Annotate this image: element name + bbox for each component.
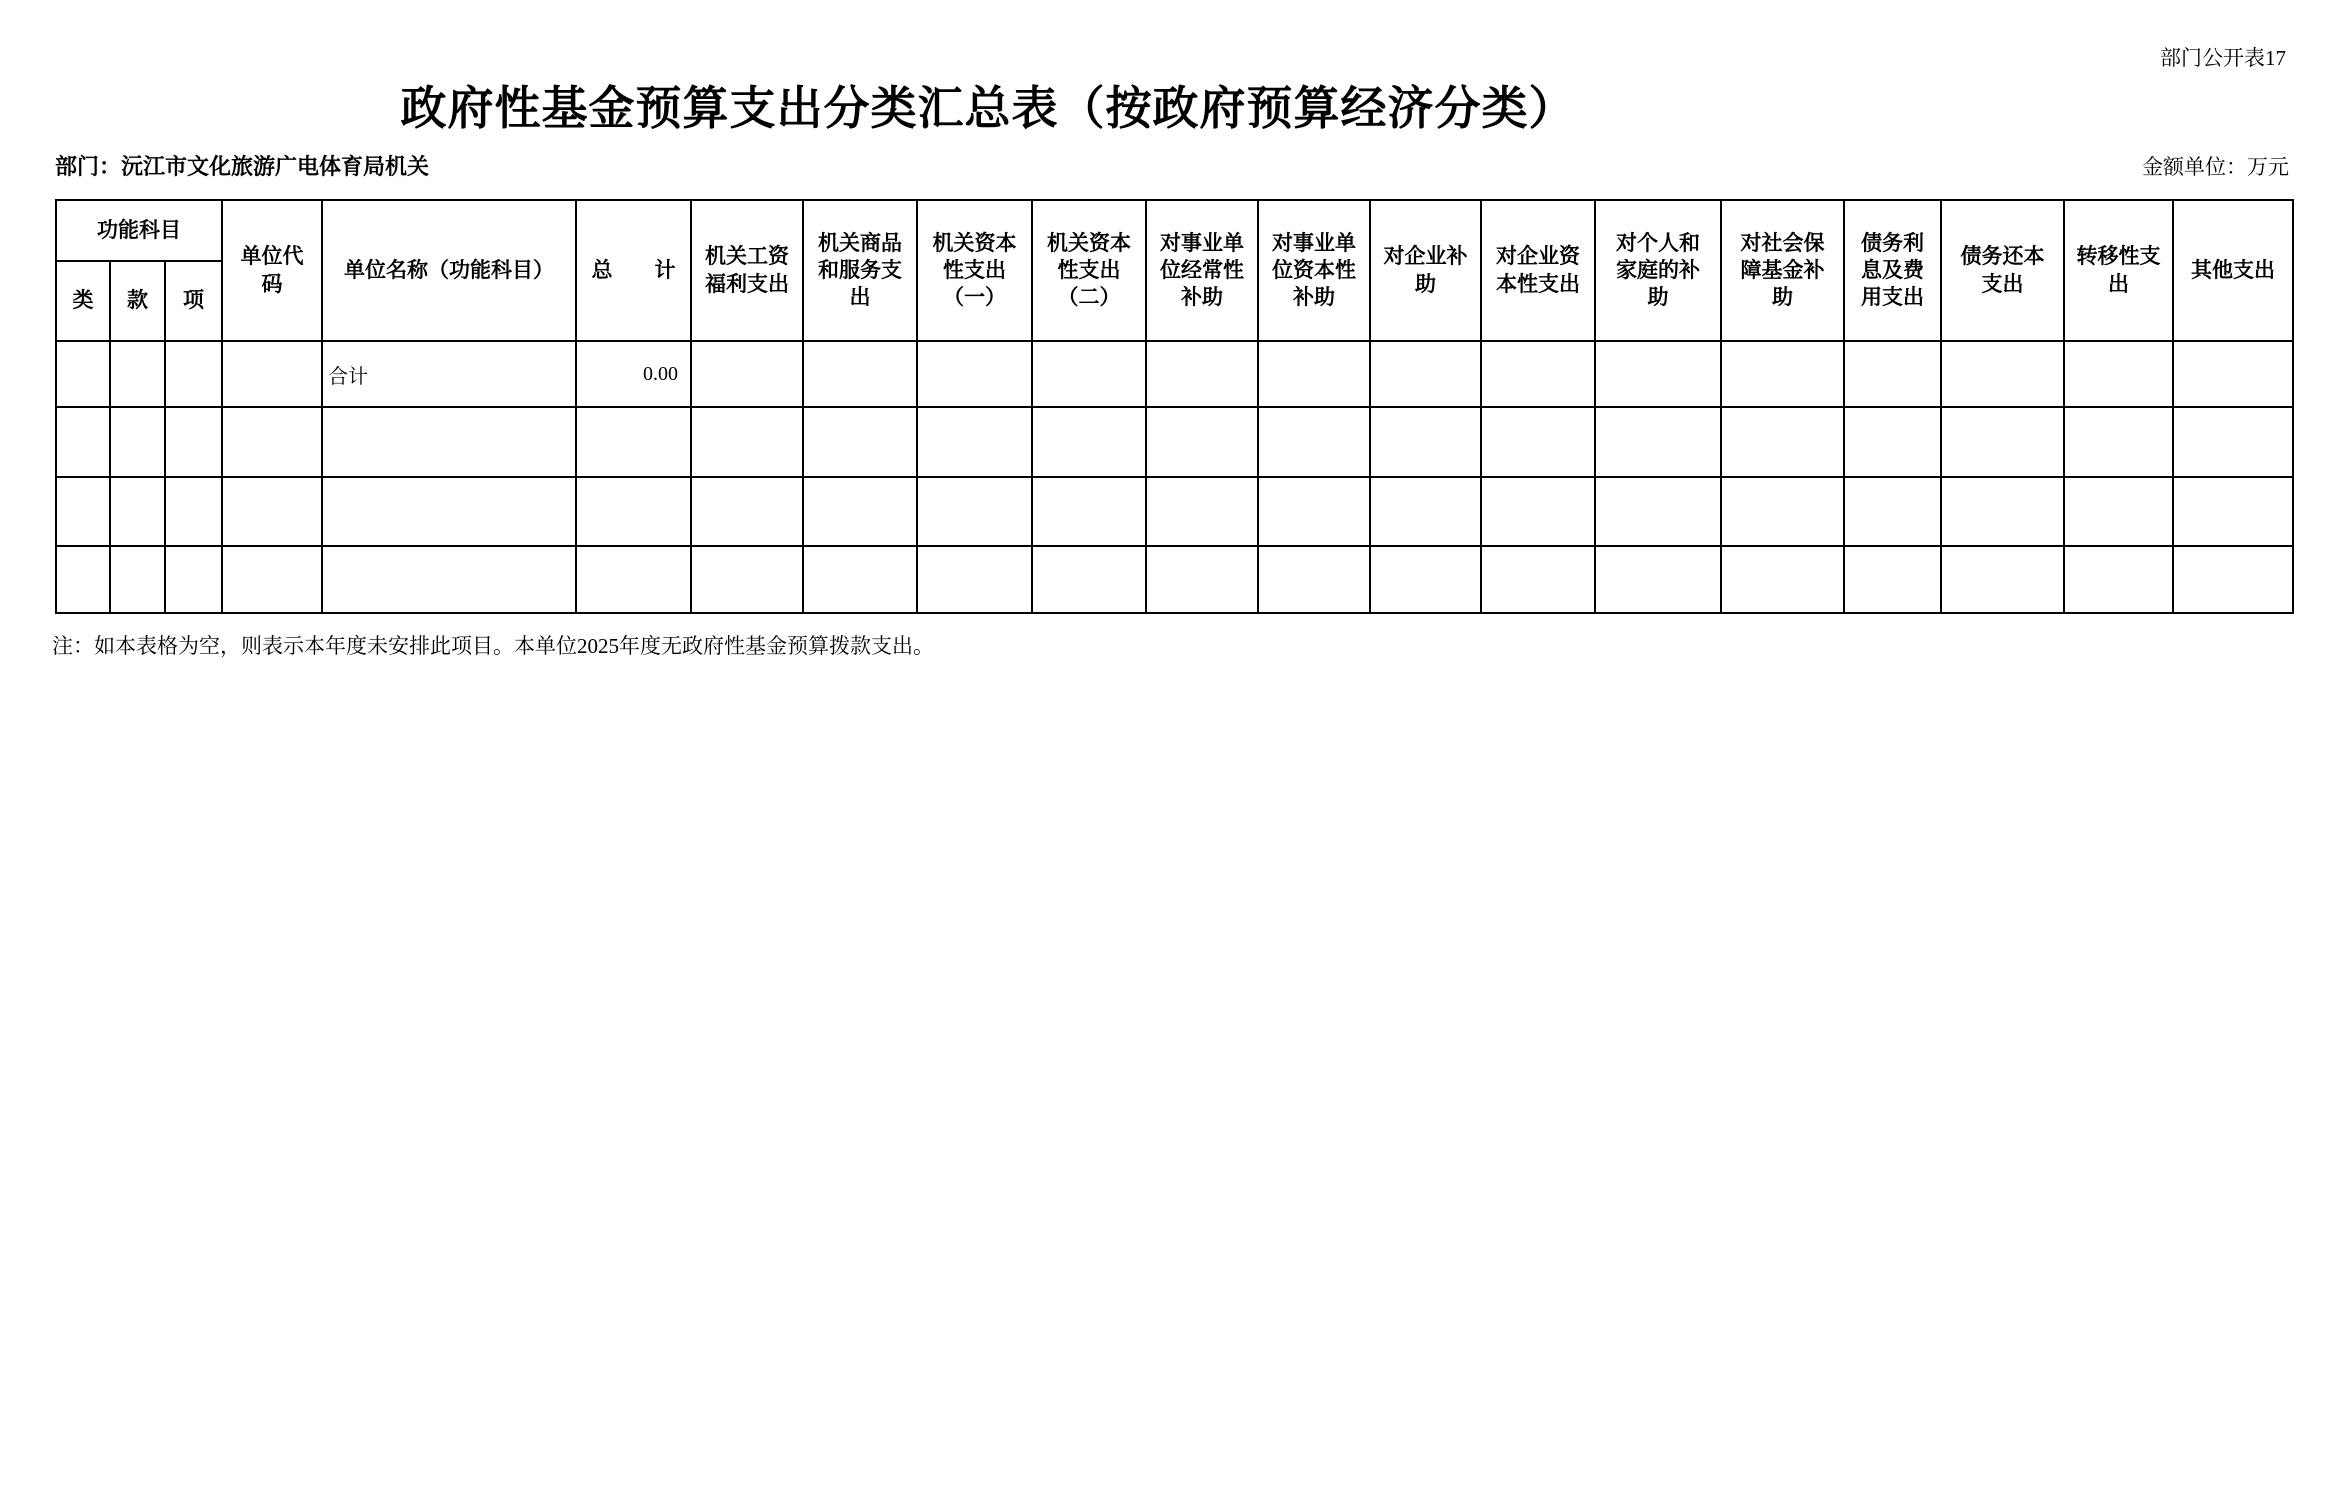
department-label: 部门：沅江市文化旅游广电体育局机关 (55, 154, 430, 179)
cell-r3-c4 (322, 546, 576, 613)
table-header (56, 200, 2293, 341)
cell-r1-c0 (56, 407, 110, 477)
meta-row (55, 150, 2289, 181)
cell-r3-c13 (1481, 546, 1595, 613)
cell-r3-c7 (803, 546, 917, 613)
header-unit-code: 单位代码 (222, 200, 322, 341)
cell-r0-c12 (1370, 341, 1481, 407)
amount-unit-label: 金额单位：万元 (2142, 155, 2289, 179)
cell-r2-c10 (1146, 477, 1258, 546)
cell-r0-c8 (917, 341, 1032, 407)
header-function-subject: 功能科目 (56, 200, 222, 261)
cell-r2-c6 (691, 477, 803, 546)
cell-r1-c9 (1032, 407, 1146, 477)
budget-table (55, 199, 2294, 614)
header-econ-col-0: 机关工资福利支出 (691, 200, 803, 341)
cell-r2-c12 (1370, 477, 1481, 546)
cell-r1-c12 (1370, 407, 1481, 477)
cell-r2-c3 (222, 477, 322, 546)
cell-r1-c13 (1481, 407, 1595, 477)
header-econ-col-10: 债务利息及费用支出 (1844, 200, 1941, 341)
cell-r2-c7 (803, 477, 917, 546)
header-econ-col-3: 机关资本性支出（二） (1032, 200, 1146, 341)
cell-r2-c13 (1481, 477, 1595, 546)
cell-r0-c18 (2064, 341, 2173, 407)
cell-r2-c0 (56, 477, 110, 546)
header-econ-col-12: 转移性支出 (2064, 200, 2173, 341)
cell-r1-c7 (803, 407, 917, 477)
cell-r3-c2 (165, 546, 222, 613)
cell-r3-c1 (110, 546, 165, 613)
cell-r1-c8 (917, 407, 1032, 477)
cell-r2-c14 (1595, 477, 1721, 546)
cell-r0-c14 (1595, 341, 1721, 407)
cell-r2-c15 (1721, 477, 1844, 546)
table-row (56, 546, 2293, 613)
cell-r0-c6 (691, 341, 803, 407)
page-title: 政府性基金预算支出分类汇总表（按政府预算经济分类） (400, 83, 1576, 134)
cell-r0-c1 (110, 341, 165, 407)
cell-r1-c2 (165, 407, 222, 477)
cell-r1-c3 (222, 407, 322, 477)
cell-r3-c3 (222, 546, 322, 613)
cell-r3-c6 (691, 546, 803, 613)
header-econ-col-11: 债务还本支出 (1941, 200, 2064, 341)
cell-r0-c15 (1721, 341, 1844, 407)
cell-r1-c15 (1721, 407, 1844, 477)
cell-r1-c17 (1941, 407, 2064, 477)
cell-r2-c5 (576, 477, 691, 546)
cell-r2-c17 (1941, 477, 2064, 546)
header-econ-col-8: 对个人和家庭的补助 (1595, 200, 1721, 341)
cell-r0-c13 (1481, 341, 1595, 407)
cell-r1-c11 (1258, 407, 1370, 477)
cell-r0-c10 (1146, 341, 1258, 407)
header-unit-name: 单位名称（功能科目） (322, 200, 576, 341)
cell-r1-c18 (2064, 407, 2173, 477)
cell-r2-c1 (110, 477, 165, 546)
cell-r0-c5: 0.00 (576, 341, 691, 407)
footnote: 注：如本表格为空，则表示本年度未安排此项目。本单位2025年度无政府性基金预算拨款支出。 (52, 634, 934, 658)
header-econ-col-9: 对社会保障基金补助 (1721, 200, 1844, 341)
cell-r3-c5 (576, 546, 691, 613)
cell-r3-c11 (1258, 546, 1370, 613)
cell-r3-c17 (1941, 546, 2064, 613)
cell-r2-c8 (917, 477, 1032, 546)
cell-r1-c16 (1844, 407, 1941, 477)
cell-r3-c19 (2173, 546, 2293, 613)
cell-r2-c19 (2173, 477, 2293, 546)
table-row (56, 407, 2293, 477)
cell-r3-c12 (1370, 546, 1481, 613)
cell-r1-c5 (576, 407, 691, 477)
cell-r2-c18 (2064, 477, 2173, 546)
header-econ-col-2: 机关资本性支出（一） (917, 200, 1032, 341)
cell-r2-c2 (165, 477, 222, 546)
cell-r3-c15 (1721, 546, 1844, 613)
cell-r0-c17 (1941, 341, 2064, 407)
cell-r3-c16 (1844, 546, 1941, 613)
cell-r3-c8 (917, 546, 1032, 613)
cell-r0-c11 (1258, 341, 1370, 407)
cell-r0-c19 (2173, 341, 2293, 407)
cell-r3-c18 (2064, 546, 2173, 613)
header-econ-col-7: 对企业资本性支出 (1481, 200, 1595, 341)
cell-r2-c16 (1844, 477, 1941, 546)
header-econ-col-5: 对事业单位资本性补助 (1258, 200, 1370, 341)
cell-r2-c4 (322, 477, 576, 546)
header-econ-col-13: 其他支出 (2173, 200, 2293, 341)
header-total: 总 计 (576, 200, 691, 341)
cell-r0-c3 (222, 341, 322, 407)
doc-label: 部门公开表17 (2160, 46, 2286, 70)
cell-r3-c10 (1146, 546, 1258, 613)
cell-r1-c14 (1595, 407, 1721, 477)
cell-r1-c6 (691, 407, 803, 477)
cell-r0-c2 (165, 341, 222, 407)
table-body (56, 341, 2293, 613)
cell-r3-c14 (1595, 546, 1721, 613)
cell-r3-c9 (1032, 546, 1146, 613)
cell-r0-c9 (1032, 341, 1146, 407)
header-econ-col-4: 对事业单位经常性补助 (1146, 200, 1258, 341)
cell-r1-c19 (2173, 407, 2293, 477)
table-row (56, 341, 2293, 407)
cell-r2-c9 (1032, 477, 1146, 546)
header-category: 类 (56, 261, 110, 341)
cell-r0-c7 (803, 341, 917, 407)
cell-r1-c10 (1146, 407, 1258, 477)
table-row (56, 477, 2293, 546)
cell-r0-c16 (1844, 341, 1941, 407)
header-econ-col-1: 机关商品和服务支出 (803, 200, 917, 341)
cell-r0-c0 (56, 341, 110, 407)
cell-r1-c1 (110, 407, 165, 477)
cell-r1-c4 (322, 407, 576, 477)
cell-r3-c0 (56, 546, 110, 613)
cell-r0-c4: 合计 (322, 341, 576, 407)
header-econ-col-6: 对企业补助 (1370, 200, 1481, 341)
header-section: 款 (110, 261, 165, 341)
cell-r2-c11 (1258, 477, 1370, 546)
header-item: 项 (165, 261, 222, 341)
